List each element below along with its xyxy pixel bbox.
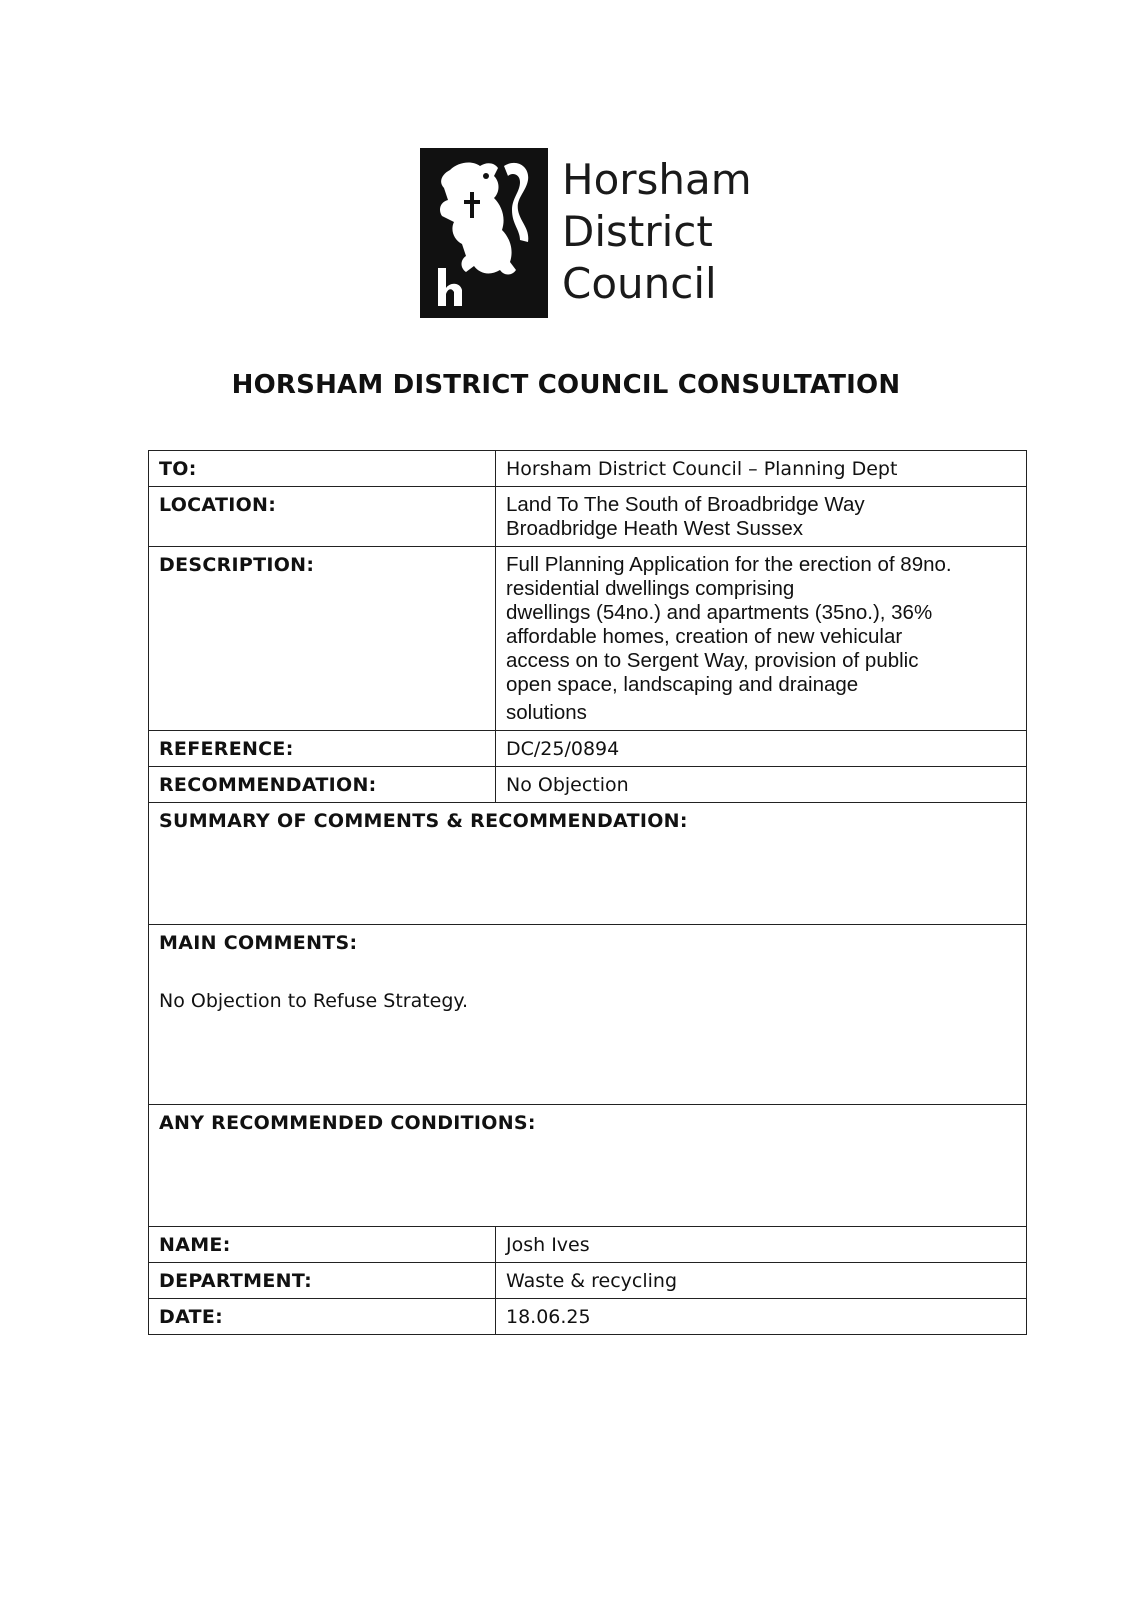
date-value: 18.06.25 <box>496 1299 1027 1335</box>
row-recommendation <box>149 767 1027 803</box>
row-location <box>149 487 1027 547</box>
description-label: DESCRIPTION: <box>149 547 496 731</box>
summary-label: SUMMARY OF COMMENTS & RECOMMENDATION: <box>159 810 688 832</box>
to-label: TO: <box>149 451 496 487</box>
description-line-1: Full Planning Application for the erection of 89no. <box>506 553 952 576</box>
to-value: Horsham District Council – Planning Dept <box>496 451 1027 487</box>
description-line-2: residential dwellings comprising <box>506 577 795 600</box>
main-comments-cell <box>149 925 1027 1105</box>
row-department <box>149 1263 1027 1299</box>
name-value: Josh Ives <box>496 1227 1027 1263</box>
row-reference <box>149 731 1027 767</box>
row-summary <box>149 803 1027 925</box>
description-line-5: access on to Sergent Way, provision of public <box>506 649 919 672</box>
row-conditions <box>149 1105 1027 1227</box>
reference-label: REFERENCE: <box>149 731 496 767</box>
consultation-form-table <box>148 450 1027 1335</box>
location-line-2: Broadbridge Heath West Sussex <box>506 517 804 540</box>
location-value <box>496 487 1027 547</box>
recommendation-value: No Objection <box>496 767 1027 803</box>
page-title: HORSHAM DISTRICT COUNCIL CONSULTATION <box>231 370 901 400</box>
conditions-cell <box>149 1105 1027 1227</box>
date-label: DATE: <box>149 1299 496 1335</box>
department-label: DEPARTMENT: <box>149 1263 496 1299</box>
reference-value: DC/25/0894 <box>496 731 1027 767</box>
department-value: Waste & recycling <box>496 1263 1027 1299</box>
row-main-comments <box>149 925 1027 1105</box>
row-date <box>149 1299 1027 1335</box>
logo-line-3: Council <box>562 259 717 308</box>
logo-line-2: District <box>562 207 713 256</box>
row-description <box>149 547 1027 731</box>
recommendation-label: RECOMMENDATION: <box>149 767 496 803</box>
name-label: NAME: <box>149 1227 496 1263</box>
logo-line-1: Horsham <box>562 155 752 204</box>
description-line-3: dwellings (54no.) and apartments (35no.), 36% <box>506 601 933 624</box>
logo-wordmark <box>562 154 752 310</box>
description-line-4: affordable homes, creation of new vehicular <box>506 625 903 648</box>
main-comments-text: No Objection to Refuse Strategy. <box>159 990 468 1012</box>
council-logo <box>420 148 760 318</box>
row-name <box>149 1227 1027 1263</box>
description-line-7: solutions <box>506 701 587 724</box>
location-label: LOCATION: <box>149 487 496 547</box>
main-comments-label: MAIN COMMENTS: <box>159 932 358 954</box>
conditions-label: ANY RECOMMENDED CONDITIONS: <box>159 1112 536 1134</box>
location-line-1: Land To The South of Broadbridge Way <box>506 493 865 516</box>
summary-cell <box>149 803 1027 925</box>
description-line-6: open space, landscaping and drainage <box>506 673 859 696</box>
lion-crest-icon <box>420 148 548 318</box>
row-to <box>149 451 1027 487</box>
description-value <box>496 547 1027 731</box>
